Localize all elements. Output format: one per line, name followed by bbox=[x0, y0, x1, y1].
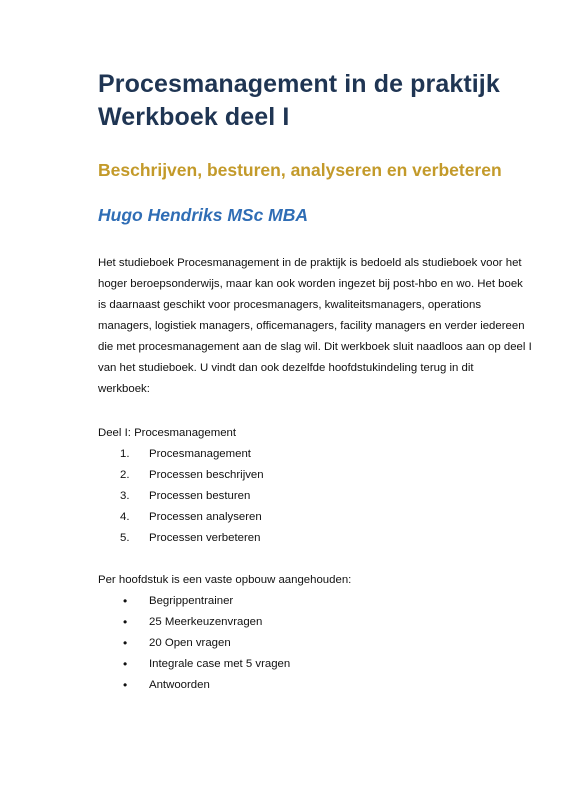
intro-line: managers, logistiek managers, officemanagers, facility managers en verder iedereen bbox=[98, 320, 525, 332]
bullet-icon: • bbox=[123, 657, 128, 671]
structure-item-label: Begrippentrainer bbox=[149, 595, 234, 607]
bullet-icon: • bbox=[123, 678, 128, 692]
chapter-number: 3. bbox=[120, 490, 130, 502]
intro-line: Het studieboek Procesmanagement in de praktijk is bedoeld als studieboek voor het bbox=[98, 257, 522, 269]
chapter-label: Processen analyseren bbox=[149, 511, 262, 523]
structure-item-label: 25 Meerkeuzenvragen bbox=[149, 616, 263, 628]
author-name: Hugo Hendriks MSc MBA bbox=[98, 205, 309, 225]
chapter-number: 4. bbox=[120, 511, 130, 523]
intro-line: hoger beroepsonderwijs, maar kan ook worden ingezet bij post-hbo en wo. Het boek bbox=[98, 278, 523, 290]
intro-line: werkboek: bbox=[98, 383, 150, 395]
bullet-icon: • bbox=[123, 615, 128, 629]
document-subtitle: Beschrijven, besturen, analyseren en verbeteren bbox=[98, 160, 502, 180]
chapter-number: 2. bbox=[120, 469, 130, 481]
chapter-label: Procesmanagement bbox=[149, 448, 251, 460]
title-line-1: Procesmanagement in de praktijk bbox=[98, 70, 500, 98]
intro-line: van het studieboek. U vindt dan ook dezelfde hoofdstukindeling terug in dit bbox=[98, 362, 474, 374]
chapter-label: Processen verbeteren bbox=[149, 532, 261, 544]
intro-paragraph bbox=[98, 253, 532, 400]
chapter-label: Processen besturen bbox=[149, 490, 251, 502]
chapter-number: 1. bbox=[120, 448, 130, 460]
structure-item-label: Antwoorden bbox=[149, 679, 210, 691]
structure-item-label: Integrale case met 5 vragen bbox=[149, 658, 291, 670]
bullet-icon: • bbox=[123, 594, 128, 608]
document-title bbox=[98, 68, 538, 134]
intro-line: die met procesmanagement aan de slag wil. Dit werkboek sluit naadloos aan op deel I bbox=[98, 341, 532, 353]
bullet-icon: • bbox=[123, 636, 128, 650]
chapter-number: 5. bbox=[120, 532, 130, 544]
chapter-label: Processen beschrijven bbox=[149, 469, 264, 481]
title-line-2: Werkboek deel I bbox=[98, 103, 290, 131]
part-heading: Deel I: Procesmanagement bbox=[98, 427, 237, 439]
structure-item-label: 20 Open vragen bbox=[149, 637, 231, 649]
structure-heading: Per hoofdstuk is een vaste opbouw aangehouden: bbox=[98, 574, 352, 586]
intro-line: is daarnaast geschikt voor procesmanagers, kwaliteitsmanagers, operations bbox=[98, 299, 482, 311]
